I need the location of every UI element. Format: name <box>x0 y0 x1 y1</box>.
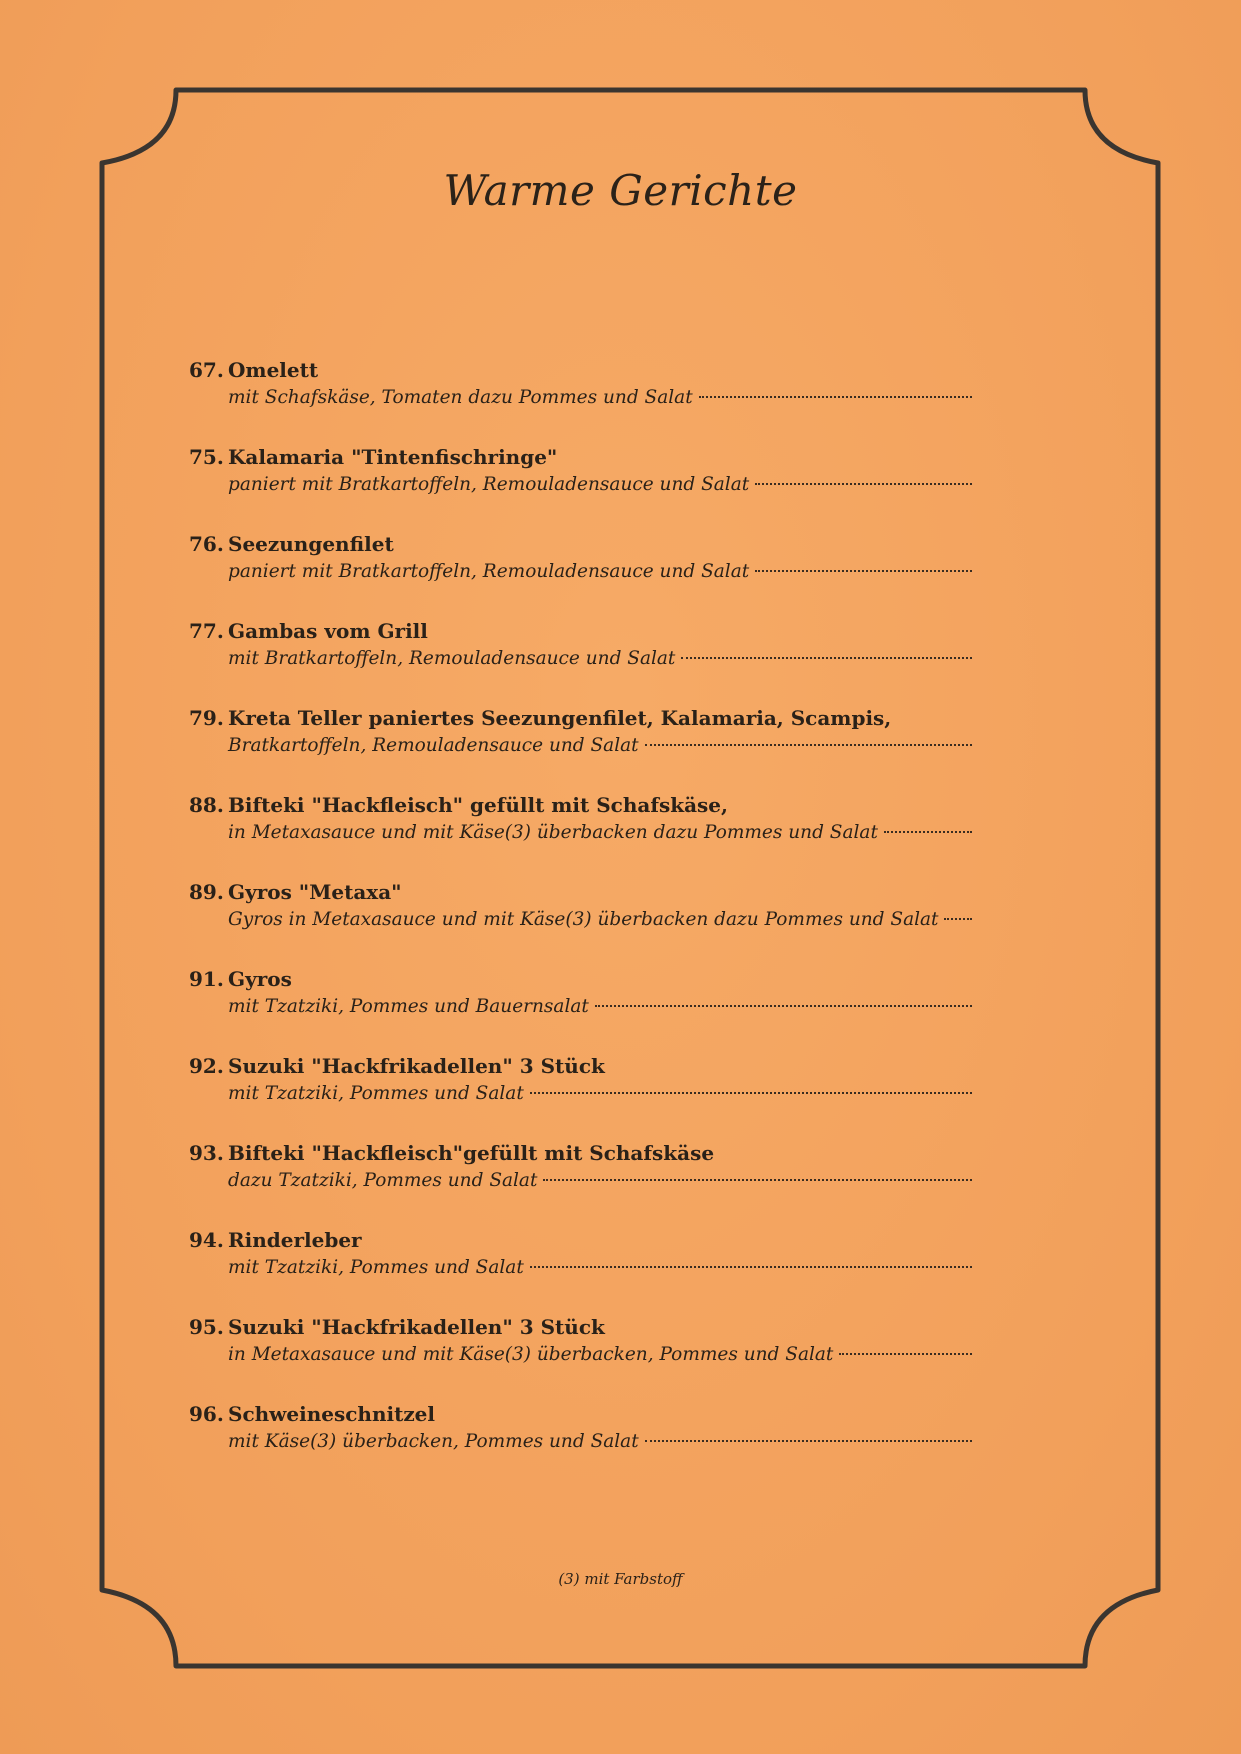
item-number: 77. <box>189 619 224 643</box>
item-number: 89. <box>189 880 224 904</box>
dot-leader <box>645 744 972 746</box>
item-heading <box>189 1313 972 1341</box>
dot-leader <box>530 1266 972 1268</box>
menu-item <box>189 704 972 791</box>
dot-leader <box>530 1092 972 1094</box>
footnote: (3) mit Farbstoff <box>558 1570 683 1588</box>
item-description <box>228 1167 972 1195</box>
item-heading <box>189 356 972 384</box>
menu-item <box>189 965 972 1052</box>
item-heading <box>189 791 972 819</box>
item-number: 96. <box>189 1402 224 1426</box>
menu-item <box>189 617 972 704</box>
item-heading <box>189 530 972 558</box>
item-number: 79. <box>189 706 224 730</box>
item-name: Gyros "Metaxa" <box>228 880 402 904</box>
menu-item <box>189 878 972 965</box>
item-number: 76. <box>189 532 224 556</box>
item-description <box>228 993 972 1021</box>
dot-leader <box>884 831 972 833</box>
item-description-text: mit Tzatziki, Pommes und Salat <box>228 1257 524 1278</box>
item-description-text: in Metaxasauce und mit Käse(3) überbacken, Pommes und Salat <box>228 1344 834 1365</box>
item-number: 95. <box>189 1315 224 1339</box>
dot-leader <box>944 918 972 920</box>
item-description <box>228 1254 972 1282</box>
dot-leader <box>645 1440 972 1442</box>
item-description-text: Bratkartoffeln, Remouladensauce und Salat <box>228 735 639 756</box>
item-heading <box>189 1226 972 1254</box>
item-description-text: mit Schafskäse, Tomaten dazu Pommes und Salat <box>228 387 693 408</box>
item-heading <box>189 704 972 732</box>
menu-item <box>189 791 972 878</box>
item-number: 88. <box>189 793 224 817</box>
item-description <box>228 558 972 586</box>
menu-item <box>189 530 972 617</box>
item-description <box>228 1428 972 1456</box>
item-description-text: mit Tzatziki, Pommes und Bauernsalat <box>228 996 589 1017</box>
item-name: Suzuki "Hackfrikadellen" 3 Stück <box>228 1054 605 1078</box>
dot-leader <box>543 1179 972 1181</box>
menu-item <box>189 1313 972 1400</box>
item-name: Seezungenfilet <box>228 532 394 556</box>
item-description-text: paniert mit Bratkartoffeln, Remouladensauce und Salat <box>228 474 750 495</box>
dot-leader <box>755 570 972 572</box>
item-description <box>228 384 972 412</box>
item-heading <box>189 1139 972 1167</box>
dot-leader <box>699 396 972 398</box>
item-heading <box>189 443 972 471</box>
menu-item <box>189 1139 972 1226</box>
item-name: Rinderleber <box>228 1228 362 1252</box>
menu-item <box>189 356 972 443</box>
item-name: Gyros <box>228 967 292 991</box>
item-heading <box>189 617 972 645</box>
item-number: 93. <box>189 1141 224 1165</box>
item-number: 75. <box>189 445 224 469</box>
item-heading <box>189 1400 972 1428</box>
item-number: 92. <box>189 1054 224 1078</box>
item-name: Gambas vom Grill <box>228 619 428 643</box>
item-heading <box>189 1052 972 1080</box>
item-name: Omelett <box>228 358 319 382</box>
menu-item <box>189 1052 972 1139</box>
item-description-text: mit Tzatziki, Pommes und Salat <box>228 1083 524 1104</box>
item-heading <box>189 878 972 906</box>
item-description-text: paniert mit Bratkartoffeln, Remouladensauce und Salat <box>228 561 750 582</box>
item-description <box>228 819 972 847</box>
menu-list <box>189 356 972 1487</box>
item-heading <box>189 965 972 993</box>
dot-leader <box>681 657 972 659</box>
item-description <box>228 906 972 934</box>
dot-leader <box>839 1353 972 1355</box>
item-name: Bifteki "Hackfleisch"gefüllt mit Schafskäse <box>228 1141 715 1165</box>
item-name: Schweineschnitzel <box>228 1402 436 1426</box>
item-name: Kreta Teller paniertes Seezungenfilet, Kalamaria, Scampis, <box>228 706 892 730</box>
item-description <box>228 645 972 673</box>
item-description <box>228 1341 972 1369</box>
menu-item <box>189 1226 972 1313</box>
item-description-text: dazu Tzatziki, Pommes und Salat <box>228 1170 538 1191</box>
dot-leader <box>595 1005 972 1007</box>
item-number: 91. <box>189 967 224 991</box>
item-description <box>228 1080 972 1108</box>
item-description-text: in Metaxasauce und mit Käse(3) überbacken dazu Pommes und Salat <box>228 822 878 843</box>
item-name: Suzuki "Hackfrikadellen" 3 Stück <box>228 1315 605 1339</box>
item-name: Bifteki "Hackfleisch" gefüllt mit Schafskäse, <box>228 793 728 817</box>
menu-item <box>189 443 972 530</box>
item-description <box>228 732 972 760</box>
item-description <box>228 471 972 499</box>
item-number: 94. <box>189 1228 224 1252</box>
item-description-text: mit Bratkartoffeln, Remouladensauce und Salat <box>228 648 676 669</box>
dot-leader <box>755 483 972 485</box>
item-description-text: mit Käse(3) überbacken, Pommes und Salat <box>228 1431 639 1452</box>
item-number: 67. <box>189 358 224 382</box>
menu-item <box>189 1400 972 1487</box>
item-description-text: Gyros in Metaxasauce und mit Käse(3) überbacken dazu Pommes und Salat <box>228 909 939 930</box>
page-title: Warme Gerichte <box>443 166 798 215</box>
item-name: Kalamaria "Tintenfischringe" <box>228 445 558 469</box>
